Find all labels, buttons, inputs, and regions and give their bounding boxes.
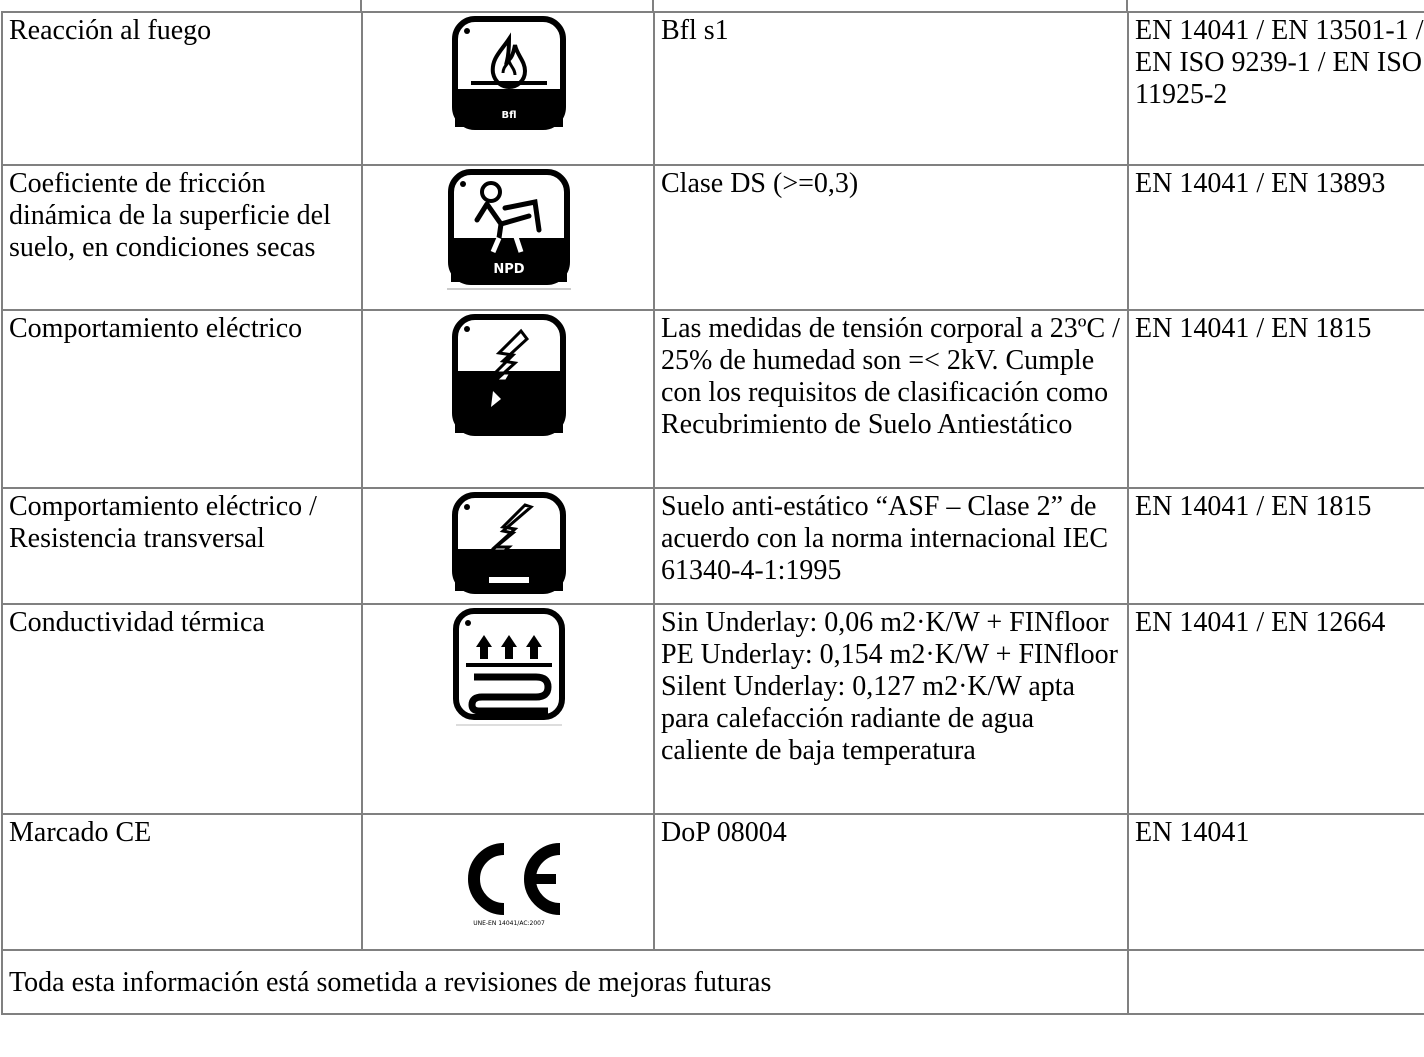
property-cell: Coeficiente de fricción dinámica de la superficie del suelo, en condiciones secas: [2, 165, 362, 310]
underfloor-heating-icon: [450, 607, 568, 727]
table-row: [2, 814, 1424, 950]
property-cell: Conductividad térmica: [2, 604, 362, 814]
icon-caption: NPD: [493, 262, 525, 277]
product-spec-table: [1, 11, 1424, 1015]
icon-caption: UNE-EN 14041/AC:2007: [473, 920, 545, 927]
table-top-divider: [1126, 0, 1128, 11]
table-row: [2, 488, 1424, 604]
value-cell: DoP 08004: [654, 814, 1128, 950]
value-cell: Bfl s1: [654, 12, 1128, 165]
value-cell: Sin Underlay: 0,06 m2·K/W + FINfloor PE Underlay: 0,154 m2·K/W + FINfloor Silent Underlay: 0,127 m2·K/W apta para calefacción radiante de agua caliente de baja temperatura: [654, 604, 1128, 814]
table-row: [2, 12, 1424, 165]
icon-cell: [362, 12, 654, 165]
value-cell: Clase DS (>=0,3): [654, 165, 1128, 310]
property-cell: Marcado CE: [2, 814, 362, 950]
standard-cell: EN 14041: [1128, 814, 1424, 950]
icon-cell: [362, 310, 654, 488]
property-cell: Comportamiento eléctrico: [2, 310, 362, 488]
ce-mark-icon: [444, 837, 574, 933]
value-cell: Suelo anti-estático “ASF – Clase 2” de acuerdo con la norma internacional IEC 61340-4-1:1995: [654, 488, 1128, 604]
icon-cell: [362, 488, 654, 604]
fire-reaction-icon: [451, 15, 567, 131]
body-voltage-icon: [451, 313, 567, 441]
table-row: [2, 950, 1424, 1014]
footer-note: Toda esta información está sometida a revisiones de mejoras futuras: [2, 950, 1128, 1014]
table-row: [2, 165, 1424, 310]
property-cell: Reacción al fuego: [2, 12, 362, 165]
table-row: [2, 604, 1424, 814]
transverse-resistance-icon: [451, 491, 567, 595]
table-row: [2, 310, 1424, 488]
property-cell: Comportamiento eléctrico / Resistencia transversal: [2, 488, 362, 604]
standard-cell: EN 14041 / EN 1815: [1128, 488, 1424, 604]
value-cell: Las medidas de tensión corporal a 23ºC / 25% de humedad son =< 2kV. Cumple con los requisitos de clasificación como Recubrimiento de Suelo Antiestático: [654, 310, 1128, 488]
icon-cell: [362, 604, 654, 814]
table-top-divider: [360, 0, 362, 11]
icon-cell: [362, 814, 654, 950]
standard-cell: EN 14041 / EN 13501-1 / EN ISO 9239-1 / EN ISO 11925-2: [1128, 12, 1424, 165]
empty-cell: [1128, 950, 1424, 1014]
standard-cell: EN 14041 / EN 13893: [1128, 165, 1424, 310]
table-top-divider: [652, 0, 654, 11]
standard-cell: EN 14041 / EN 1815: [1128, 310, 1424, 488]
slip-resistance-icon: [443, 168, 575, 292]
standard-cell: EN 14041 / EN 12664: [1128, 604, 1424, 814]
icon-caption: Bfl: [501, 110, 517, 121]
icon-cell: [362, 165, 654, 310]
